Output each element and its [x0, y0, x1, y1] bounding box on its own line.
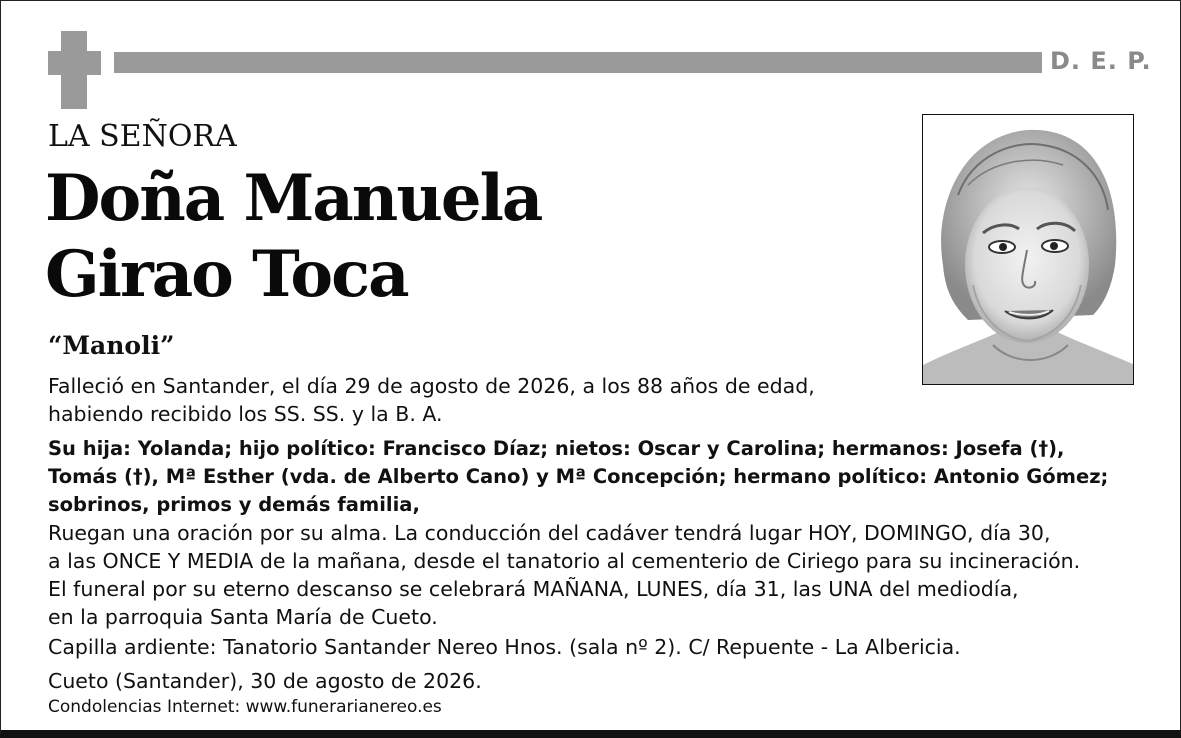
family-line: Su hija: Yolanda; hijo político: Francisco Díaz; nietos: Oscar y Carolina; hermanos: Josefa (†),: [48, 437, 1065, 460]
ceremony-line: a las ONCE Y MEDIA de la mañana, desde el tanatorio al cementerio de Ciriego para su incineración.: [48, 549, 1081, 573]
chapel-info: Capilla ardiente: Tanatorio Santander Nereo Hnos. (sala nº 2). C/ Repuente - La Albericia.: [48, 635, 961, 659]
death-notice: [48, 372, 815, 428]
portrait-photo-icon: [923, 115, 1134, 385]
family-list: [48, 435, 1108, 519]
header-rule: [114, 52, 1042, 73]
condolences-line: Condolencias Internet: www.funerarianereo.es: [48, 697, 442, 717]
dep-label: D. E. P.: [1050, 47, 1152, 75]
ceremony-details: [48, 519, 1080, 631]
family-line: Tomás (†), Mª Esther (vda. de Alberto Cano) y Mª Concepción; hermano político: Antonio Gómez;: [48, 465, 1109, 488]
place-date: Cueto (Santander), 30 de agosto de 2026.: [48, 669, 482, 693]
ceremony-line: en la parroquia Santa María de Cueto.: [48, 605, 438, 629]
name-line-1: Doña Manuela: [45, 161, 542, 236]
family-line: sobrinos, primos y demás familia,: [48, 493, 420, 516]
ceremony-line: El funeral por su eterno descanso se celebrará MAÑANA, LUNES, día 31, las UNA del mediodía,: [48, 577, 1019, 601]
death-notice-line: Falleció en Santander, el día 29 de agosto de 2026, a los 88 años de edad,: [48, 374, 815, 398]
nickname: “Manoli”: [48, 331, 175, 360]
cross-icon: [48, 31, 101, 109]
deceased-name: [45, 161, 541, 313]
portrait-photo: [922, 114, 1134, 385]
salutation: LA SEÑORA: [48, 119, 237, 154]
ceremony-line: Ruegan una oración por su alma. La conducción del cadáver tendrá lugar HOY, DOMINGO, día 30,: [48, 521, 1051, 545]
death-notice-line: habiendo recibido los SS. SS. y la B. A.: [48, 402, 443, 426]
name-line-2: Girao Toca: [45, 237, 408, 312]
